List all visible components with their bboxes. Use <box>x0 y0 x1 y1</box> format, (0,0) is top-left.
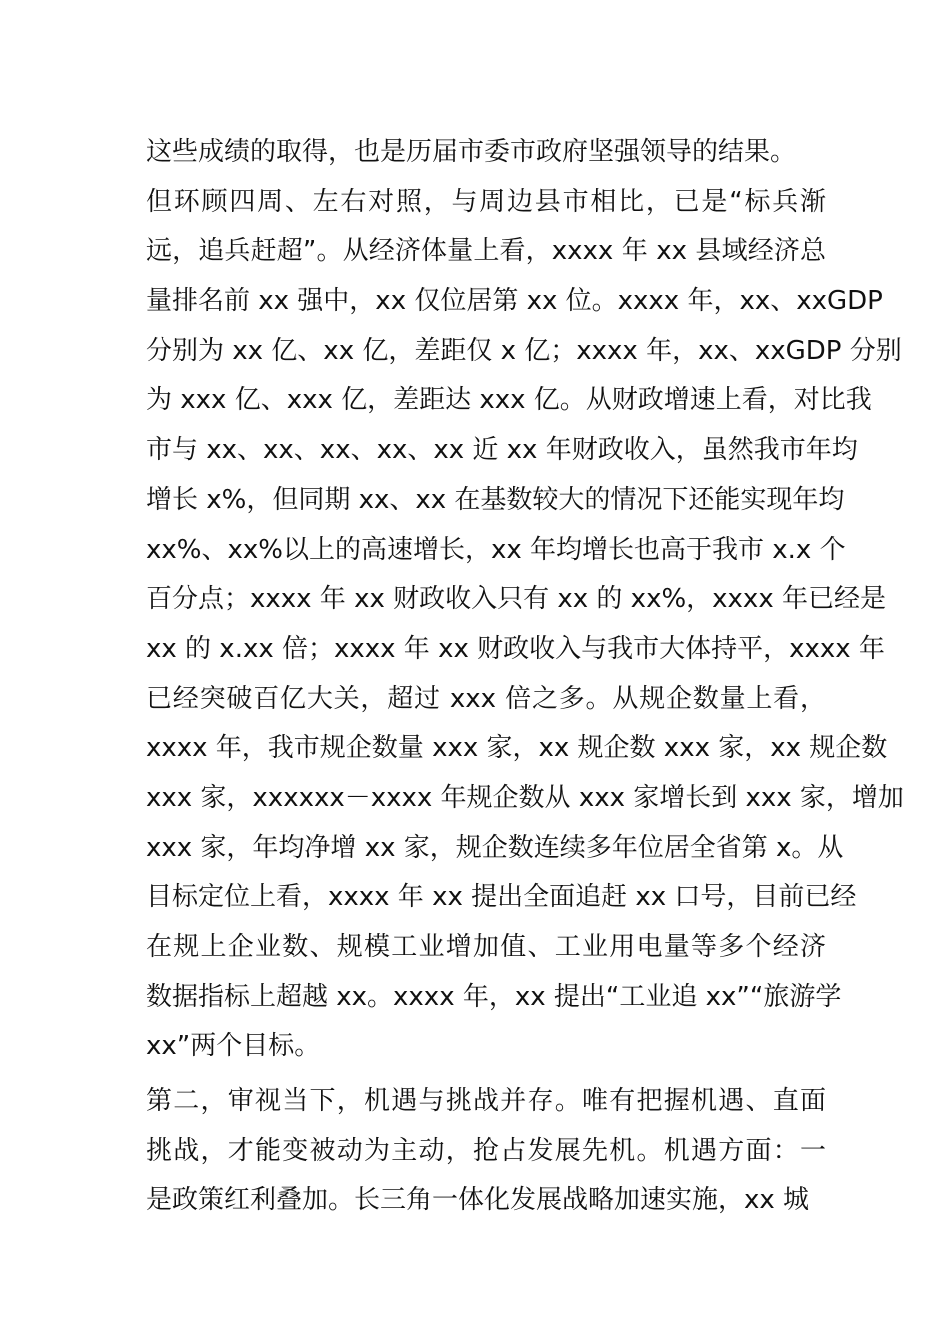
text-line: 量排名前 xx 强中，xx 仅位居第 xx 位。xxxx 年，xx、xxGDP <box>146 286 883 317</box>
text-line: 市与 xx、xx、xx、xx、xx 近 xx 年财政收入，虽然我市年均 <box>146 435 858 466</box>
text-line: xx”两个目标。 <box>146 1031 321 1062</box>
text-line: 目标定位上看，xxxx 年 xx 提出全面追赶 xx 口号，目前已经 <box>146 882 857 913</box>
text-line: xxx 家，年均净增 xx 家，规企数连续多年位居全省第 x。从 <box>146 832 844 863</box>
text-line: xx 的 x.xx 倍；xxxx 年 xx 财政收入与我市大体持平，xxxx 年 <box>146 633 885 664</box>
text-line: 增长 x%，但同期 xx、xx 在基数较大的情况下还能实现年均 <box>146 484 845 515</box>
text-line: 数据指标上超越 xx。xxxx 年，xx 提出“工业追 xx”“旅游学 <box>146 981 842 1012</box>
text-line: 这些成绩的取得，也是历届市委市政府坚强领导的结果。 <box>146 137 797 167</box>
text-line: xxx 家，xxxxxx－xxxx 年规企数从 xxx 家增长到 xxx 家，增加 <box>146 782 904 813</box>
text-line: 在规上企业数、规模工业增加值、工业用电量等多个经济 <box>146 932 826 962</box>
text-line: 但环顾四周、左右对照，与周边县市相比，已是“标兵渐 <box>146 186 826 217</box>
text-line: 已经突破百亿大关，超过 xxx 倍之多。从规企数量上看， <box>146 683 826 714</box>
text-line: 分别为 xx 亿、xx 亿，差距仅 x 亿；xxxx 年，xx、xxGDP 分别 <box>146 335 902 366</box>
text-line: xxxx 年，我市规企数量 xxx 家，xx 规企数 xxx 家，xx 规企数 <box>146 733 888 764</box>
paragraph-2 <box>146 1077 826 1226</box>
text-line: 为 xxx 亿、xxx 亿，差距达 xxx 亿。从财政增速上看，对比我 <box>146 385 872 416</box>
text-line: 是政策红利叠加。长三角一体化发展战略加速实施，xx 城 <box>146 1185 810 1216</box>
text-line: 远，追兵赶超”。从经济体量上看，xxxx 年 xx 县域经济总 <box>146 236 826 267</box>
paragraph-1 <box>146 128 904 1072</box>
text-line: 百分点；xxxx 年 xx 财政收入只有 xx 的 xx%，xxxx 年已经是 <box>146 584 886 615</box>
text-line: 第二，审视当下，机遇与挑战并存。唯有把握机遇、直面 <box>146 1086 826 1116</box>
text-line: xx%、xx%以上的高速增长，xx 年均增长也高于我市 x.x 个 <box>146 534 846 565</box>
text-line: 挑战，才能变被动为主动，抢占发展先机。机遇方面：一 <box>146 1135 826 1166</box>
